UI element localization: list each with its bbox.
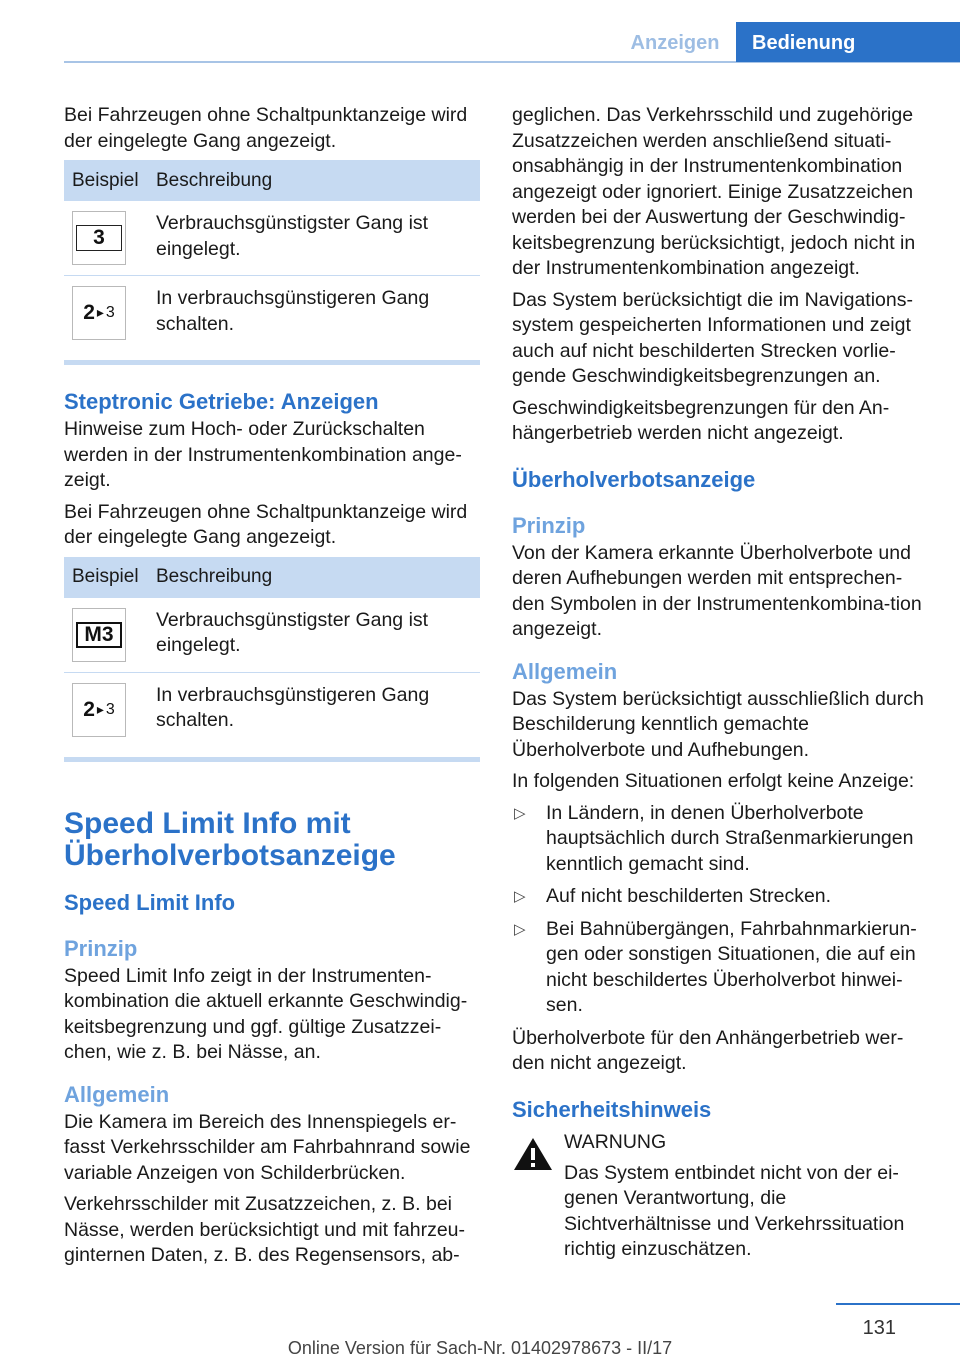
warning-label: WARNUNG [564, 1130, 667, 1153]
chapter-title: Speed Limit Info mit Überholverbotsanzeige [64, 806, 396, 872]
gear-table-1 [64, 160, 480, 350]
trailer-paragraph: Überholverbote für den Anhängerbetrieb wer-den nicht angezeigt. [512, 1026, 904, 1074]
left-column [64, 103, 480, 1275]
gear-table-2 [64, 557, 480, 747]
table-row [64, 598, 480, 673]
table2-col-example: Beispiel [64, 557, 148, 598]
allgemein-paragraph-1: Die Kamera im Bereich des Innenspiegels er-fasst Verkehrsschilder am Fahrbahnrand sowie variable Anzeigen von Schilderbrücken. [64, 1110, 471, 1184]
bullet-triangle-icon: ▷ [514, 804, 526, 822]
overtake-heading: Überholverbotsanzeige [512, 466, 756, 492]
bullet-triangle-icon: ▷ [514, 920, 526, 938]
table-end-rule [64, 360, 480, 365]
table-cell-description: In verbrauchsgünstigeren Gang schalten. [156, 287, 430, 335]
continued-paragraph-2: Das System berücksichtigt die im Navigations-system gespeicherten Informationen und zeigt auch auf nicht beschilderten Strecken vorlie-gende Geschwindigkeitsbegrenzungen an. [512, 288, 913, 387]
table-cell-description: Verbrauchsgünstigster Gang ist eingelegt. [148, 598, 480, 673]
steptronic-paragraph-2: Bei Fahrzeugen ohne Schaltpunktanzeige wird der eingelegte Gang angezeigt. [64, 500, 468, 548]
prinzip-heading: Prinzip [512, 512, 586, 538]
prinzip-paragraph: Speed Limit Info zeigt in der Instrumenten-kombination die aktuell erkannte Geschwindig-keitsbegrenzung und ggf. gültige Zusatzzei-chen, wie z. B. bei Nässe, an. [64, 964, 468, 1063]
table2-col-description: Beschreibung [148, 557, 480, 598]
warning-block [512, 1129, 932, 1263]
gear-2-to-3-icon: 2 ▸ 3 [72, 683, 126, 737]
list-item: ▷ Auf nicht beschilderten Strecken. [512, 884, 932, 910]
header-chapter-tab[interactable]: Bedienung [736, 22, 960, 62]
prinzip-paragraph: Von der Kamera erkannte Überholverbote und deren Aufhebungen werden mit entsprechen-den Symbolen in der Instrumentenkombina-tion angezeigt. [512, 541, 922, 640]
table-row [64, 201, 480, 276]
gear-m3-icon: M3 [72, 608, 126, 662]
table-end-rule [64, 757, 480, 762]
allgemein-paragraph-2: In folgenden Situationen erfolgt keine Anzeige: [512, 770, 915, 792]
table-row [64, 276, 480, 351]
table-row [64, 672, 480, 747]
list-item: ▷ Bei Bahnübergängen, Fahrbahnmarkierun-gen oder sonstigen Situationen, die auf ein nicht beschildertes Überholverbot hinwei-sen. [514, 917, 917, 1016]
steptronic-heading: Steptronic Getriebe: Anzeigen [64, 389, 379, 414]
allgemein-paragraph-1: Das System berücksichtigt ausschließlich durch Beschilderung kenntlich gemachte Überholverbote und Aufhebungen. [512, 687, 924, 761]
situation-list [512, 801, 932, 1019]
gear-2-to-3-icon: 2 ▸ 3 [72, 286, 126, 340]
header-section-tab[interactable]: Anzeigen [630, 32, 720, 54]
online-version-note: Online Version für Sach-Nr. 01402978673 - II/17 [287, 1338, 673, 1358]
continued-paragraph-1: geglichen. Das Verkehrsschild und zugehörige Zusatzzeichen werden anschließend situati-onsabhängig in der Instrumentenkombination angezeigt oder ignoriert. Einige Zusatzzeichen werden bei der Auswertung der Geschwindig-keitsbegrenzung berücksichtigt, jedoch nicht in der Instrumentenkombination angezeigt. [512, 104, 916, 279]
bullet-triangle-icon: ▷ [514, 888, 526, 905]
continued-paragraph-3: Geschwindigkeitsbegrenzungen für den An-hängerbetrieb werden nicht angezeigt. [512, 396, 890, 444]
allgemein-paragraph-2: Verkehrsschilder mit Zusatzzeichen, z. B. bei Nässe, werden berücksichtigt und mit fahrzeu-ginternen Daten, z. B. des Regensensors, ab- [64, 1193, 466, 1266]
intro-paragraph: Bei Fahrzeugen ohne Schaltpunktanzeige wird der eingelegte Gang angezeigt. [64, 104, 468, 152]
allgemein-heading: Allgemein [64, 1081, 170, 1107]
steptronic-paragraph-1: Hinweise zum Hoch- oder Zurückschalten werden in der Instrumentenkombination ange-zeigt. [64, 418, 462, 491]
right-column [512, 103, 932, 1269]
footer-rule [836, 1303, 960, 1305]
table1-col-description: Beschreibung [148, 160, 480, 201]
speed-limit-heading: Speed Limit Info [64, 889, 236, 915]
gear-3-icon: 3 [72, 211, 126, 265]
table-cell-description: Verbrauchsgünstigster Gang ist eingelegt. [148, 201, 480, 276]
prinzip-heading: Prinzip [64, 935, 138, 961]
list-item: ▷ In Ländern, in denen Überholverbote hauptsächlich durch Straßenmarkierungen kenntlich gemacht sind. [514, 801, 914, 875]
table-cell-description: In verbrauchsgünstigeren Gang schalten. [156, 683, 430, 731]
safety-heading: Sicherheitshinweis [512, 1096, 712, 1122]
warning-triangle-icon [512, 1135, 554, 1173]
page-number: 131 [862, 1317, 896, 1339]
table1-col-example: Beispiel [64, 160, 148, 201]
allgemein-heading: Allgemein [512, 658, 618, 684]
warning-text-line-1: Das System entbindet nicht von der ei-genen Verantwortung, die Sichtverhältnisse und Verkehrssituation richtig einzuschätzen. [564, 1161, 905, 1260]
